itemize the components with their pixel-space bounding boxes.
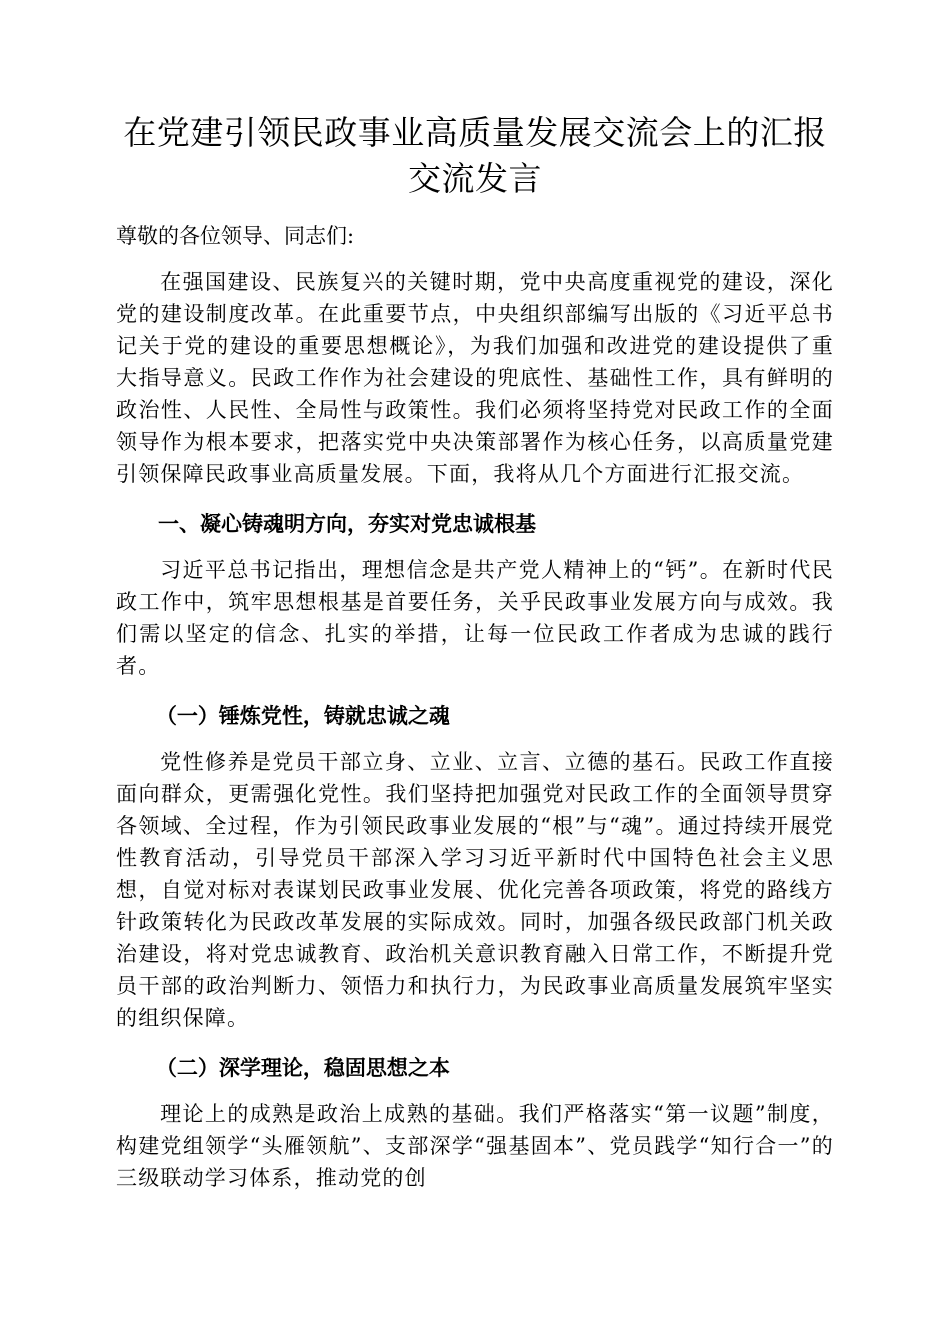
subsection-1-paragraph: 党性修养是党员干部立身、立业、立言、立德的基石。民政工作直接面向群众，更需强化党性。我们坚持把加强党对民政工作的全面领导贯穿各领域、全过程，作为引领民政事业发展的“根”与“魂”。通过持续开展党性教育活动，引导党员干部深入学习习近平新时代中国特色社会主义思想，自觉对标对表谋划民政事业发展、优化完善各项政策，将党的路线方针政策转化为民政改革发展的实际成效。同时，加强各级民政部门机关政治建设，将对党忠诚教育、政治机关意识教育融入日常工作，不断提升党员干部的政治判断力、领悟力和执行力，为民政事业高质量发展筑牢坚实的组织保障。	[116, 750, 834, 1030]
subsection-1-heading: （一）锤炼党性，铸就忠诚之魂	[155, 703, 450, 728]
salutation: 尊敬的各位领导、同志们:	[116, 224, 355, 248]
document-title: 在党建引领民政事业高质量发展交流会上的汇报交流发言	[123, 113, 827, 198]
section-1-paragraph: 习近平总书记指出，理想信念是共产党人精神上的“钙”。在新时代民政工作中，筑牢思想根基是首要任务，关乎民政事业发展方向与成效。我们需以坚定的信念、扎实的举措，让每一位民政工作者成为忠诚的践行者。	[116, 558, 834, 678]
section-1-heading: 一、凝心铸魂明方向，夯实对党忠诚根基	[158, 511, 536, 536]
document-page	[116, 110, 834, 1194]
subsection-2-paragraph: 理论上的成熟是政治上成熟的基础。我们严格落实“第一议题”制度，构建党组领学“头雁领航”、支部深学“强基固本”、党员践学“知行合一”的三级联动学习体系，推动党的创	[116, 1102, 834, 1190]
subsection-2-heading: （二）深学理论，稳固思想之本	[155, 1055, 450, 1080]
intro-paragraph: 在强国建设、民族复兴的关键时期，党中央高度重视党的建设，深化党的建设制度改革。在此重要节点，中央组织部编写出版的《习近平总书记关于党的建设的重要思想概论》，为我们加强和改进党的建设提供了重大指导意义。民政工作作为社会建设的兜底性、基础性工作，具有鲜明的政治性、人民性、全局性与政策性。我们必须将坚持党对民政工作的全面领导作为根本要求，把落实党中央决策部署作为核心任务，以高质量党建引领保障民政事业高质量发展。下面，我将从几个方面进行汇报交流。	[116, 270, 834, 486]
